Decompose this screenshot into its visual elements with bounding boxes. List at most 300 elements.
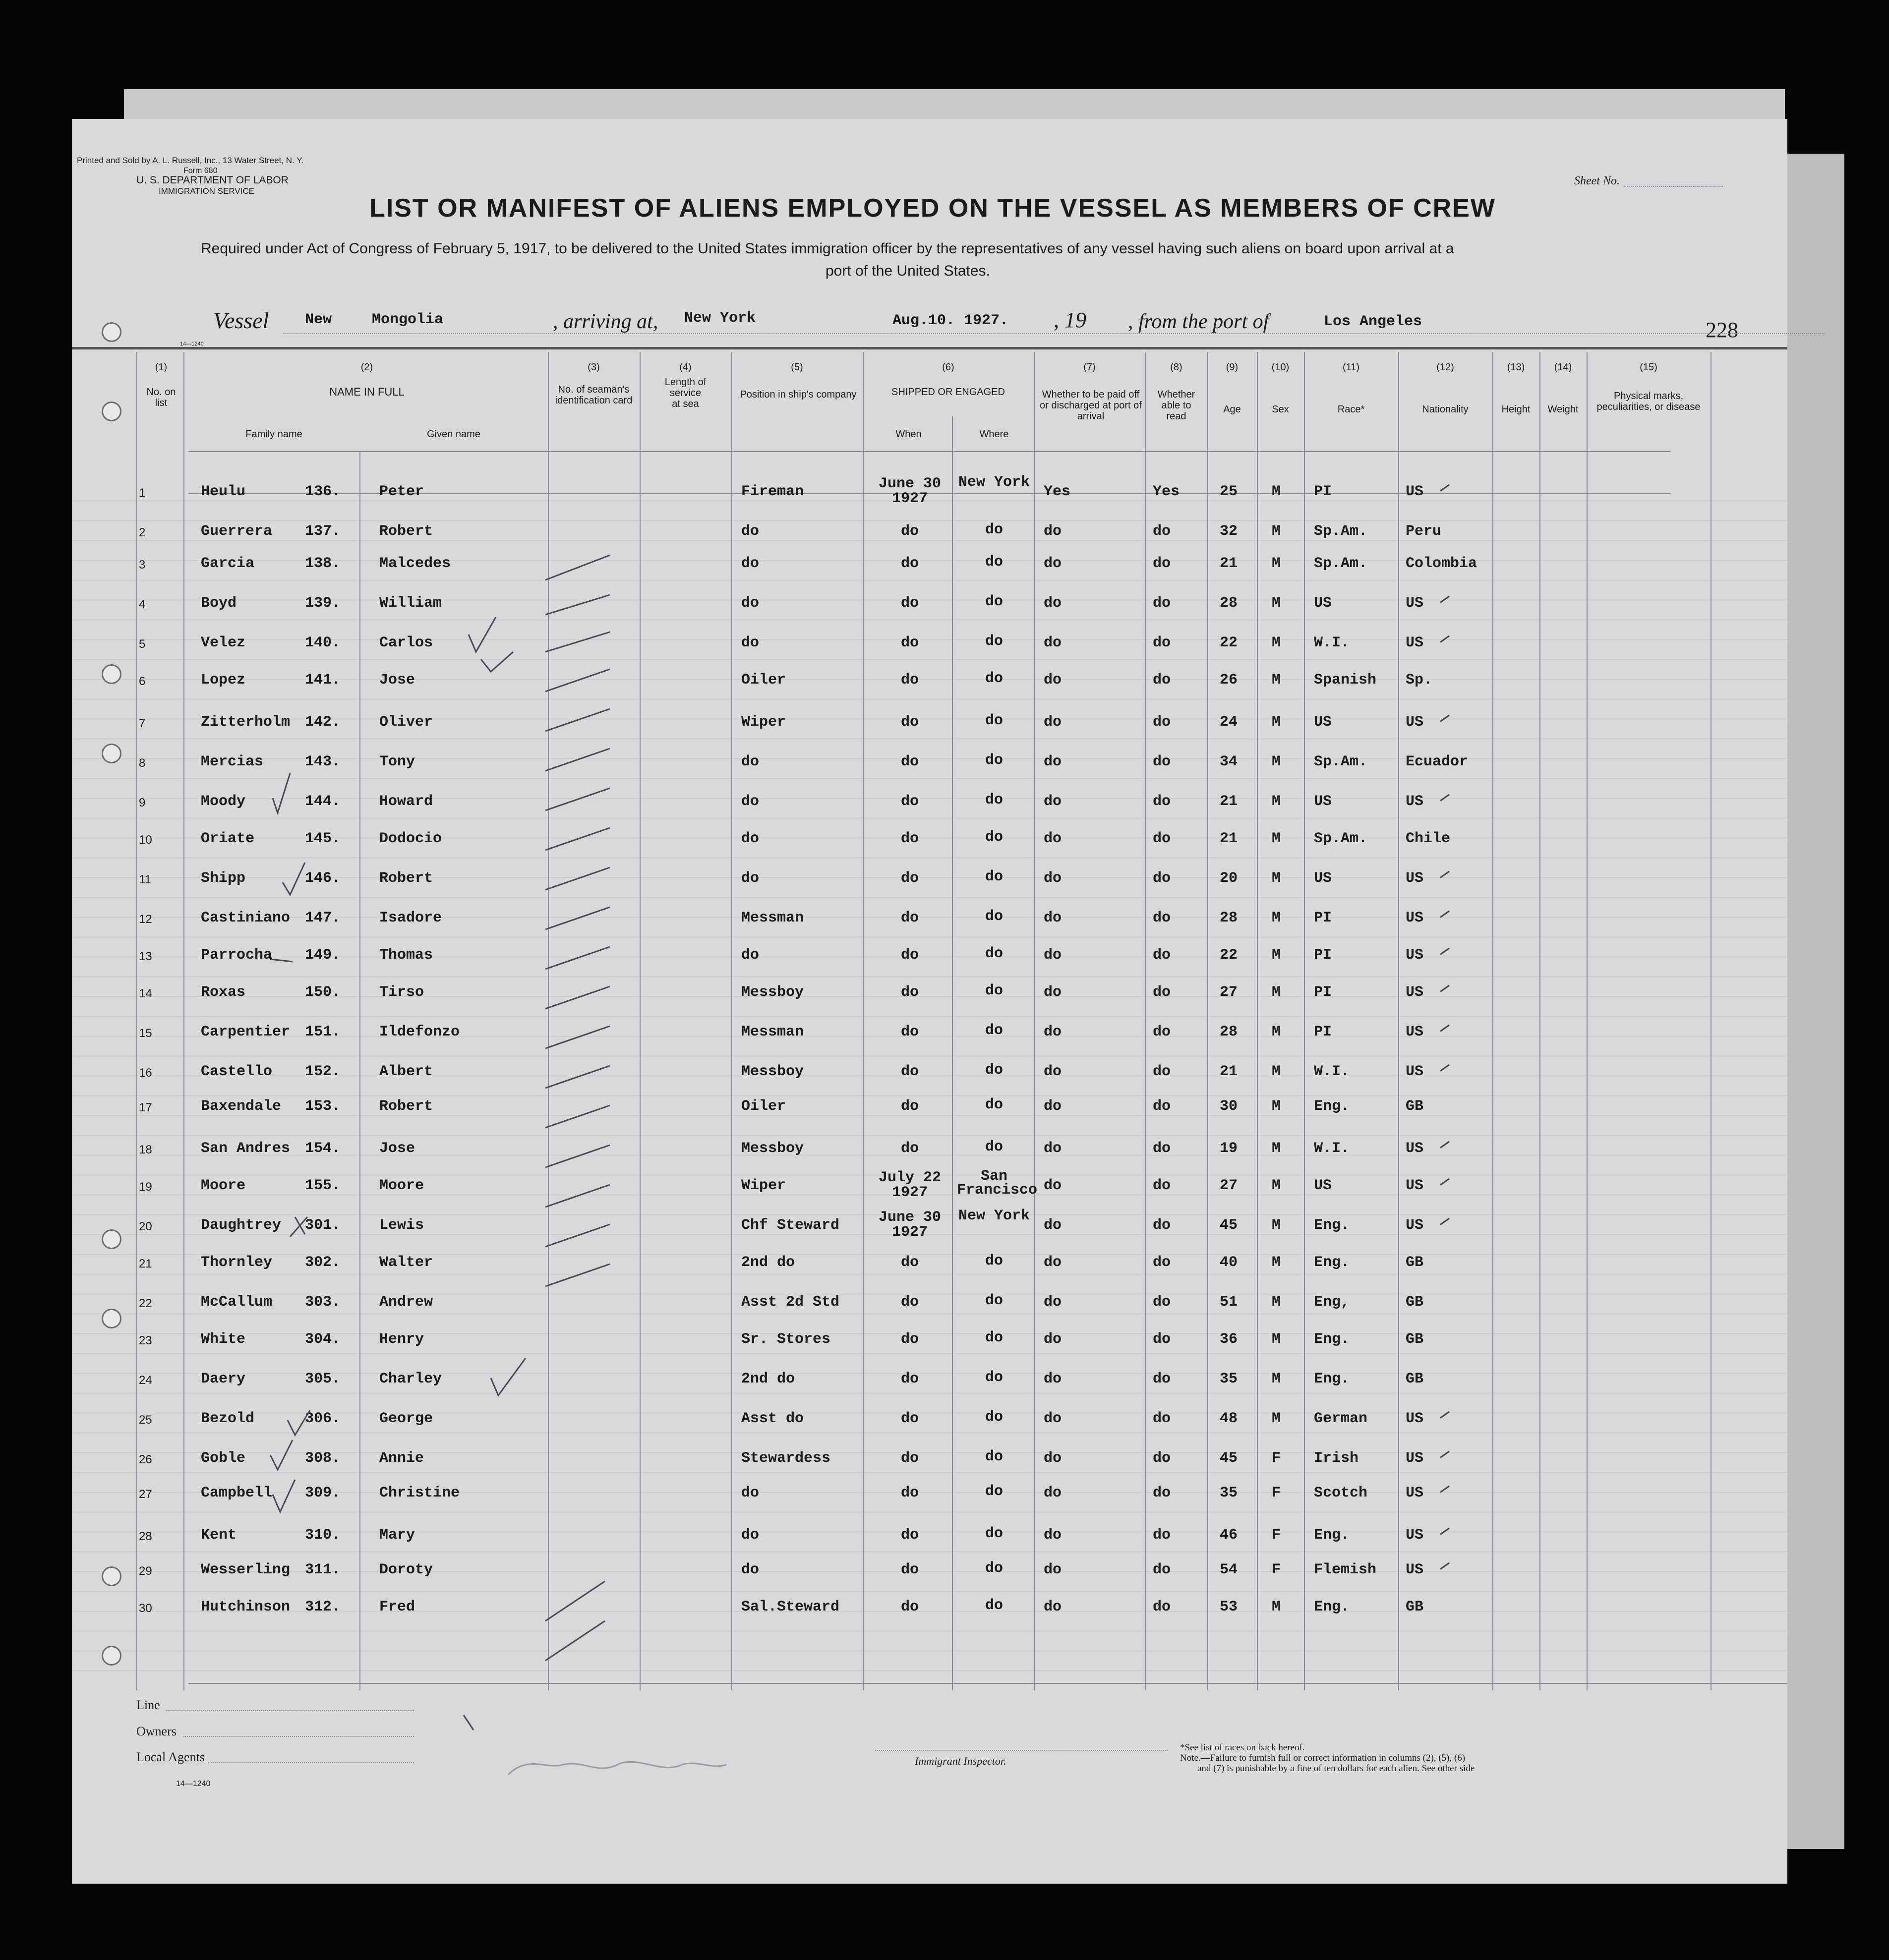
shipped-when: do bbox=[900, 634, 919, 651]
position: Asst do bbox=[741, 1410, 804, 1427]
shipped-when: do bbox=[900, 753, 919, 770]
crew-code: 141. bbox=[305, 672, 341, 689]
nationality: GB bbox=[1406, 1599, 1424, 1615]
sex: F bbox=[1272, 1527, 1281, 1544]
shipped-where: do bbox=[985, 752, 1003, 769]
given-name: Mary bbox=[379, 1527, 415, 1544]
shipped-where: do bbox=[985, 868, 1003, 885]
crew-code: 311. bbox=[305, 1561, 341, 1578]
paid-off: do bbox=[1044, 1217, 1062, 1234]
crew-code: 306. bbox=[305, 1410, 341, 1427]
paid-off: do bbox=[1044, 1561, 1062, 1578]
shipped-when: do bbox=[900, 1294, 919, 1311]
position: do bbox=[741, 870, 760, 887]
position: 2nd do bbox=[741, 1254, 795, 1271]
given-name: Andrew bbox=[379, 1294, 433, 1311]
shipped-when: July 22 bbox=[878, 1169, 942, 1186]
paid-off: do bbox=[1044, 1024, 1062, 1040]
paid-off: do bbox=[1044, 1485, 1062, 1501]
crew-code: 150. bbox=[305, 984, 341, 1001]
sex: M bbox=[1272, 870, 1281, 887]
row-number: 3 bbox=[139, 558, 146, 572]
col3-number: (3) bbox=[588, 362, 600, 373]
age: 36 bbox=[1220, 1331, 1238, 1348]
shipped-where: do bbox=[985, 1253, 1003, 1269]
nationality: US bbox=[1406, 1561, 1424, 1578]
row-number: 2 bbox=[139, 526, 146, 539]
given-name: Jose bbox=[379, 1140, 415, 1157]
position: do bbox=[741, 947, 760, 964]
cross-mark bbox=[290, 1217, 307, 1237]
shipped-when: do bbox=[900, 830, 919, 847]
row-number: 25 bbox=[139, 1413, 152, 1427]
row-number: 7 bbox=[139, 717, 146, 730]
shipped-where: do bbox=[985, 908, 1003, 925]
able-to-read: do bbox=[1153, 1294, 1171, 1311]
age: 32 bbox=[1220, 523, 1238, 540]
row-number: 8 bbox=[139, 756, 146, 770]
shipped-when: do bbox=[900, 1331, 919, 1348]
vessel-label: Vessel bbox=[213, 308, 269, 333]
col12-header: Nationality bbox=[1422, 404, 1469, 415]
nationality: US bbox=[1406, 1485, 1424, 1501]
age: 28 bbox=[1220, 910, 1238, 926]
family-name: Wesserling bbox=[201, 1561, 291, 1578]
able-to-read: do bbox=[1153, 714, 1171, 731]
family-name: Castello bbox=[201, 1063, 273, 1080]
race: Sp.Am. bbox=[1314, 753, 1368, 770]
pencil-slash bbox=[545, 1026, 610, 1048]
shipped-when: do bbox=[900, 984, 919, 1001]
able-to-read: do bbox=[1153, 1254, 1171, 1271]
family-name: Guerrera bbox=[201, 523, 273, 540]
col4-number: (4) bbox=[679, 362, 692, 373]
shipped-when: do bbox=[900, 870, 919, 887]
col15-header: Physical marks, peculiarities, or disease bbox=[1596, 391, 1701, 412]
shipped-where: do bbox=[985, 712, 1003, 729]
able-to-read: do bbox=[1153, 523, 1171, 540]
owners-label: Owners bbox=[136, 1724, 177, 1738]
able-to-read: do bbox=[1153, 793, 1171, 810]
shipped-where: San Francisco bbox=[957, 1168, 1038, 1199]
nationality: Ecuador bbox=[1406, 753, 1469, 770]
row-number: 26 bbox=[139, 1453, 152, 1466]
local-agents-field bbox=[208, 1762, 414, 1763]
position: Messboy bbox=[741, 1140, 804, 1157]
nationality: US bbox=[1406, 1450, 1424, 1467]
shipped-when: do bbox=[900, 523, 919, 540]
shipped-year: 1927 bbox=[891, 1224, 928, 1241]
pencil-slash bbox=[545, 1185, 610, 1207]
col4-header: Length of service at sea bbox=[664, 377, 707, 409]
age: 26 bbox=[1220, 672, 1238, 689]
shipped-where: do bbox=[985, 1292, 1003, 1309]
col13-header: Height bbox=[1501, 404, 1531, 415]
position: Oiler bbox=[741, 1098, 786, 1115]
paid-off: do bbox=[1044, 595, 1062, 612]
family-name: Goble bbox=[201, 1450, 246, 1467]
race: Eng. bbox=[1314, 1371, 1350, 1387]
arriving-port: New York bbox=[684, 310, 756, 327]
inspector-signature-line bbox=[875, 1750, 1168, 1751]
col7-number: (7) bbox=[1083, 362, 1096, 373]
position: Sr. Stores bbox=[741, 1331, 831, 1348]
family-name: White bbox=[201, 1331, 246, 1348]
pencil-slash bbox=[545, 749, 610, 771]
able-to-read: do bbox=[1153, 555, 1171, 572]
able-to-read: do bbox=[1153, 1331, 1171, 1348]
col15-number: (15) bbox=[1640, 362, 1657, 373]
check-mark bbox=[273, 1480, 295, 1512]
subtitle-line-1: Required under Act of Congress of February 5, 1917, to be delivered to the United States immigration officer by the representatives of any vessel having such aliens on board upon arrival at a bbox=[201, 240, 1454, 257]
col6-where-header: Where bbox=[979, 429, 1009, 440]
family-name: Moore bbox=[201, 1177, 246, 1194]
crew-code: 312. bbox=[305, 1599, 341, 1615]
shipped-where: do bbox=[985, 1597, 1003, 1614]
given-name: George bbox=[379, 1410, 433, 1427]
col5-header: Position in ship's company bbox=[740, 389, 857, 400]
crew-code: 304. bbox=[305, 1331, 341, 1348]
shipped-where: do bbox=[985, 1139, 1003, 1155]
nationality: US bbox=[1406, 793, 1424, 810]
crew-code: 155. bbox=[305, 1177, 341, 1194]
sex: M bbox=[1272, 1098, 1281, 1115]
position: 2nd do bbox=[741, 1371, 795, 1387]
given-name: Moore bbox=[379, 1177, 424, 1194]
shipped-when: do bbox=[900, 793, 919, 810]
pencil-slash bbox=[545, 632, 610, 652]
paid-off: do bbox=[1044, 1098, 1062, 1115]
pencil-slash bbox=[545, 709, 610, 731]
given-name: Doroty bbox=[379, 1561, 433, 1578]
age: 22 bbox=[1220, 634, 1238, 651]
pencil-slash bbox=[464, 1715, 473, 1730]
position: do bbox=[741, 555, 760, 572]
row-number: 23 bbox=[139, 1334, 152, 1347]
position: do bbox=[741, 830, 760, 847]
pencil-slash bbox=[545, 1224, 610, 1247]
given-name: Dodocio bbox=[379, 830, 442, 847]
arriving-label: , arriving at, bbox=[553, 310, 658, 333]
paid-off: do bbox=[1044, 714, 1062, 731]
race: Sp.Am. bbox=[1314, 523, 1368, 540]
shipped-when: do bbox=[900, 910, 919, 926]
year-label: , 19 bbox=[1054, 308, 1086, 332]
position: do bbox=[741, 1561, 760, 1578]
from-port: Los Angeles bbox=[1324, 313, 1422, 330]
age: 21 bbox=[1220, 555, 1238, 572]
given-name: Annie bbox=[379, 1450, 424, 1467]
sex: M bbox=[1272, 714, 1281, 731]
shipped-where: do bbox=[985, 1062, 1003, 1079]
row-number: 27 bbox=[139, 1488, 152, 1501]
shipped-where: do bbox=[985, 1409, 1003, 1426]
nationality: US bbox=[1406, 984, 1424, 1001]
able-to-read: do bbox=[1153, 984, 1171, 1001]
able-to-read: Yes bbox=[1153, 483, 1180, 500]
pencil-slash bbox=[545, 555, 610, 580]
penalty-note-2: and (7) is punishable by a fine of ten dollars for each alien. See other side bbox=[1197, 1763, 1475, 1774]
given-name: Ildefonzo bbox=[379, 1024, 460, 1040]
nationality: US bbox=[1406, 870, 1424, 887]
able-to-read: do bbox=[1153, 1140, 1171, 1157]
pencil-slash bbox=[545, 947, 610, 969]
vessel-name-2: Mongolia bbox=[372, 311, 444, 328]
nationality: US bbox=[1406, 595, 1424, 612]
crew-code: 147. bbox=[305, 910, 341, 926]
sex: M bbox=[1272, 1254, 1281, 1271]
from-label: , from the port of bbox=[1128, 310, 1269, 333]
sex: M bbox=[1272, 1599, 1281, 1615]
row-number: 17 bbox=[139, 1101, 152, 1114]
race: Eng. bbox=[1314, 1331, 1350, 1348]
age: 27 bbox=[1220, 984, 1238, 1001]
crew-code: 151. bbox=[305, 1024, 341, 1040]
age: 48 bbox=[1220, 1410, 1238, 1427]
col2-given-header: Given name bbox=[427, 429, 480, 440]
able-to-read: do bbox=[1153, 1410, 1171, 1427]
col10-number: (10) bbox=[1271, 362, 1290, 373]
able-to-read: do bbox=[1153, 870, 1171, 887]
shipped-where: do bbox=[985, 1483, 1003, 1500]
crew-code: 145. bbox=[305, 830, 341, 847]
nationality: US bbox=[1406, 1527, 1424, 1544]
penalty-note-1: Note.—Failure to furnish full or correct information in columns (2), (5), (6) bbox=[1180, 1753, 1466, 1763]
shipped-when: do bbox=[900, 1098, 919, 1115]
family-name: Zitterholm bbox=[201, 714, 291, 731]
age: 20 bbox=[1220, 870, 1238, 887]
sex: F bbox=[1272, 1561, 1281, 1578]
shipped-when: do bbox=[900, 555, 919, 572]
paid-off: do bbox=[1044, 947, 1062, 964]
shipped-where: do bbox=[985, 1560, 1003, 1577]
check-mark bbox=[273, 773, 290, 813]
vessel-name-1: New bbox=[305, 311, 332, 328]
position: Messboy bbox=[741, 1063, 804, 1080]
given-name: Walter bbox=[379, 1254, 433, 1271]
age: 45 bbox=[1220, 1217, 1238, 1234]
crew-code: 139. bbox=[305, 595, 341, 612]
col8-number: (8) bbox=[1170, 362, 1182, 373]
crew-code: 303. bbox=[305, 1294, 341, 1311]
race: Flemish bbox=[1314, 1561, 1377, 1578]
family-name: Castiniano bbox=[201, 910, 291, 926]
family-name: Boyd bbox=[201, 595, 237, 612]
nationality: GB bbox=[1406, 1294, 1424, 1311]
check-mark bbox=[270, 959, 293, 962]
pencil-slash bbox=[545, 1145, 610, 1167]
crew-code: 144. bbox=[305, 793, 341, 810]
position: Messboy bbox=[741, 984, 804, 1001]
row-number: 16 bbox=[139, 1066, 152, 1080]
sex: M bbox=[1272, 672, 1281, 689]
row-number: 30 bbox=[139, 1602, 152, 1615]
family-name: Shipp bbox=[201, 870, 246, 887]
crew-code: 308. bbox=[305, 1450, 341, 1467]
able-to-read: do bbox=[1153, 595, 1171, 612]
position: do bbox=[741, 793, 760, 810]
shipped-when: do bbox=[900, 1254, 919, 1271]
pencil-slash bbox=[545, 867, 610, 890]
family-name: Roxas bbox=[201, 984, 246, 1001]
crew-code: 146. bbox=[305, 870, 341, 887]
age: 28 bbox=[1220, 595, 1238, 612]
crew-code: 305. bbox=[305, 1371, 341, 1387]
age: 53 bbox=[1220, 1599, 1238, 1615]
paid-off: do bbox=[1044, 1599, 1062, 1615]
crew-code: 302. bbox=[305, 1254, 341, 1271]
shipped-when: do bbox=[900, 1371, 919, 1387]
form-number: Form 680 bbox=[183, 167, 218, 175]
shipped-when: do bbox=[900, 947, 919, 964]
race: PI bbox=[1314, 483, 1332, 500]
age: 45 bbox=[1220, 1450, 1238, 1467]
race: US bbox=[1314, 714, 1332, 731]
race: W.I. bbox=[1314, 1140, 1350, 1157]
crew-code: 138. bbox=[305, 555, 341, 572]
sex: M bbox=[1272, 793, 1281, 810]
race: Sp.Am. bbox=[1314, 555, 1368, 572]
sex: M bbox=[1272, 1331, 1281, 1348]
shipped-where: do bbox=[985, 1525, 1003, 1542]
race: Eng. bbox=[1314, 1599, 1350, 1615]
pencil-slash bbox=[545, 788, 610, 810]
position: do bbox=[741, 753, 760, 770]
row-number: 13 bbox=[139, 950, 152, 963]
sex: M bbox=[1272, 483, 1281, 500]
col6-number: (6) bbox=[942, 362, 954, 373]
shipped-when: do bbox=[900, 1527, 919, 1544]
shipped-when: do bbox=[900, 1561, 919, 1578]
crew-code: 140. bbox=[305, 634, 341, 651]
col14-header: Weight bbox=[1547, 404, 1579, 415]
able-to-read: do bbox=[1153, 1561, 1171, 1578]
shipped-where: do bbox=[985, 792, 1003, 808]
check-mark bbox=[491, 1358, 526, 1395]
pencil-slash bbox=[545, 1105, 610, 1128]
department: U. S. DEPARTMENT OF LABOR bbox=[136, 174, 289, 186]
position: do bbox=[741, 1527, 760, 1544]
shipped-where: do bbox=[985, 593, 1003, 610]
shipped-where: do bbox=[985, 982, 1003, 999]
given-name: Peter bbox=[379, 483, 424, 500]
shipped-where: do bbox=[985, 1096, 1003, 1113]
nationality: US bbox=[1406, 1063, 1424, 1080]
crew-code: 301. bbox=[305, 1217, 341, 1234]
family-name: McCallum bbox=[201, 1294, 273, 1311]
paid-off: do bbox=[1044, 1294, 1062, 1311]
line-field bbox=[166, 1710, 414, 1711]
given-name: William bbox=[379, 595, 442, 612]
crew-code: 310. bbox=[305, 1527, 341, 1544]
given-name: Robert bbox=[379, 870, 433, 887]
paid-off: do bbox=[1044, 793, 1062, 810]
family-name: Oriate bbox=[201, 830, 255, 847]
position: Stewardess bbox=[741, 1450, 831, 1467]
row-number: 24 bbox=[139, 1374, 152, 1387]
family-name: San Andres bbox=[201, 1140, 291, 1157]
age: 27 bbox=[1220, 1177, 1238, 1194]
paid-off: do bbox=[1044, 830, 1062, 847]
crew-code: 136. bbox=[305, 483, 341, 500]
given-name: Charley bbox=[379, 1371, 442, 1387]
family-name: Hutchinson bbox=[201, 1599, 291, 1615]
sex: M bbox=[1272, 984, 1281, 1001]
given-name: Albert bbox=[379, 1063, 433, 1080]
given-name: Jose bbox=[379, 672, 415, 689]
shipped-where: do bbox=[985, 1448, 1003, 1465]
sex: M bbox=[1272, 830, 1281, 847]
age: 35 bbox=[1220, 1485, 1238, 1501]
race: US bbox=[1314, 595, 1332, 612]
age: 35 bbox=[1220, 1371, 1238, 1387]
family-name: Thornley bbox=[201, 1254, 273, 1271]
race: W.I. bbox=[1314, 634, 1350, 651]
paid-off: do bbox=[1044, 1371, 1062, 1387]
age: 54 bbox=[1220, 1561, 1238, 1578]
shipped-when: do bbox=[900, 1410, 919, 1427]
shipped-where: New York bbox=[958, 1208, 1030, 1224]
race: US bbox=[1314, 870, 1332, 887]
nationality: US bbox=[1406, 1024, 1424, 1040]
family-name: Kent bbox=[201, 1527, 237, 1544]
able-to-read: do bbox=[1153, 1063, 1171, 1080]
shipped-where: do bbox=[985, 554, 1003, 571]
row-number: 10 bbox=[139, 833, 152, 847]
paid-off: do bbox=[1044, 555, 1062, 572]
col12-number: (12) bbox=[1436, 362, 1454, 373]
race: US bbox=[1314, 793, 1332, 810]
able-to-read: do bbox=[1153, 1485, 1171, 1501]
position: Wiper bbox=[741, 714, 786, 731]
position: Asst 2d Std bbox=[741, 1294, 840, 1311]
col6-header: SHIPPED OR ENGAGED bbox=[891, 387, 1005, 398]
shipped-when: do bbox=[900, 672, 919, 689]
col2-number: (2) bbox=[360, 362, 373, 373]
row-number: 15 bbox=[139, 1027, 152, 1040]
shipped-where: do bbox=[985, 829, 1003, 846]
local-agents-label: Local Agents bbox=[136, 1750, 205, 1764]
family-name: Campbell bbox=[201, 1485, 273, 1501]
able-to-read: do bbox=[1153, 1024, 1171, 1040]
col8-header: Whether able to read bbox=[1157, 389, 1195, 422]
nationality: Colombia bbox=[1406, 555, 1477, 572]
races-note: *See list of races on back hereof. bbox=[1180, 1742, 1305, 1753]
position: do bbox=[741, 523, 760, 540]
check-mark bbox=[283, 863, 305, 895]
arrival-date: Aug.10. 1927. bbox=[892, 312, 1009, 329]
sex: M bbox=[1272, 1177, 1281, 1194]
able-to-read: do bbox=[1153, 1177, 1171, 1194]
able-to-read: do bbox=[1153, 947, 1171, 964]
sex: M bbox=[1272, 1024, 1281, 1040]
check-mark bbox=[469, 617, 496, 652]
race: Eng. bbox=[1314, 1254, 1350, 1271]
paid-off: do bbox=[1044, 634, 1062, 651]
age: 21 bbox=[1220, 1063, 1238, 1080]
col11-header: Race* bbox=[1337, 404, 1365, 415]
paid-off: do bbox=[1044, 1063, 1062, 1080]
able-to-read: do bbox=[1153, 910, 1171, 926]
handwritten-marks bbox=[72, 119, 1787, 1884]
race: German bbox=[1314, 1410, 1368, 1427]
shipped-where: do bbox=[985, 1022, 1003, 1039]
col14-number: (14) bbox=[1554, 362, 1572, 373]
crew-code: 143. bbox=[305, 753, 341, 770]
race: Scotch bbox=[1314, 1485, 1368, 1501]
form-code-small: 14—1240 bbox=[180, 341, 204, 347]
pencil-slash bbox=[545, 828, 610, 850]
